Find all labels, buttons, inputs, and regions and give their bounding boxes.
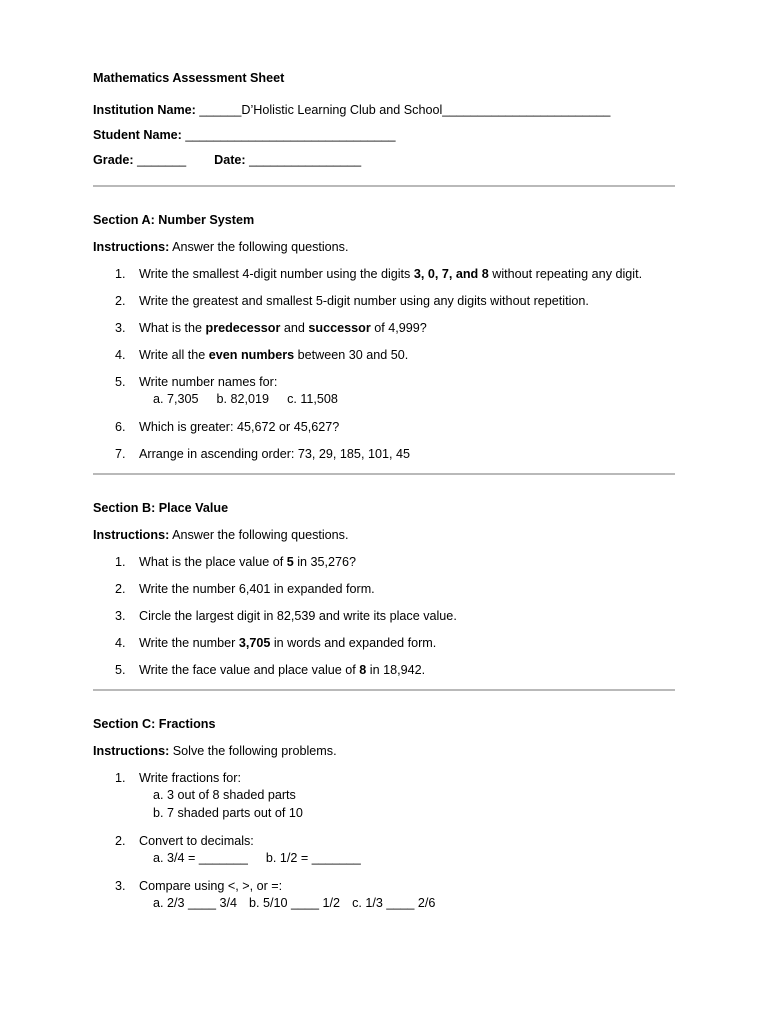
instructions-text: Answer the following questions. bbox=[169, 240, 349, 254]
question-number: 1. bbox=[115, 267, 126, 281]
question-number: 1. bbox=[115, 771, 126, 785]
question-item bbox=[93, 635, 675, 651]
question-item bbox=[93, 608, 675, 624]
section-c-instructions bbox=[93, 743, 675, 759]
sub-option: a. 2/3 ____ 3/4 bbox=[153, 896, 238, 910]
question-item bbox=[93, 770, 675, 822]
question-text: in words and expanded form. bbox=[270, 636, 437, 650]
question-text: Which is greater: 45,672 or 45,627? bbox=[139, 420, 340, 434]
question-item bbox=[93, 833, 675, 867]
question-item bbox=[93, 347, 675, 363]
divider bbox=[93, 689, 675, 691]
question-number: 3. bbox=[115, 609, 126, 623]
question-text: What is the bbox=[139, 321, 206, 335]
question-text: Write the face value and place value of bbox=[139, 663, 360, 677]
instructions-text: Solve the following problems. bbox=[169, 744, 337, 758]
sub-options bbox=[139, 849, 675, 867]
question-item bbox=[93, 374, 675, 408]
instructions-label: Instructions: bbox=[93, 528, 170, 542]
question-item bbox=[93, 662, 675, 678]
sub-option: a. 7,305 bbox=[153, 392, 199, 406]
question-number: 4. bbox=[115, 636, 126, 650]
question-number: 5. bbox=[115, 375, 126, 389]
question-item bbox=[93, 266, 675, 282]
question-text: between 30 and 50. bbox=[294, 348, 409, 362]
question-text: Arrange in ascending order: 73, 29, 185, 101, 45 bbox=[139, 447, 410, 461]
section-b-heading: Section B: Place Value bbox=[93, 501, 229, 515]
question-emphasis: 3, 0, 7, and 8 bbox=[413, 267, 489, 281]
section-c-heading: Section C: Fractions bbox=[93, 717, 216, 731]
sub-options bbox=[139, 390, 675, 408]
section-b-instructions bbox=[93, 527, 675, 543]
question-number: 3. bbox=[115, 879, 126, 893]
question-text: Compare using <, >, or =: bbox=[139, 879, 283, 893]
question-text: Write the number 6,401 in expanded form. bbox=[139, 582, 375, 596]
sub-option: b. 5/10 ____ 1/2 bbox=[249, 896, 341, 910]
question-text: and bbox=[280, 321, 309, 335]
question-emphasis: predecessor bbox=[205, 321, 281, 335]
question-number: 4. bbox=[115, 348, 126, 362]
question-text: Write the greatest and smallest 5-digit number using any digits without repetition. bbox=[139, 294, 589, 308]
question-number: 3. bbox=[115, 321, 126, 335]
section-a-heading: Section A: Number System bbox=[93, 213, 255, 227]
divider bbox=[93, 185, 675, 187]
question-text: Write fractions for: bbox=[139, 771, 241, 785]
sub-option: b. 7 shaded parts out of 10 bbox=[153, 806, 303, 820]
question-text: Write number names for: bbox=[139, 375, 278, 389]
question-number: 2. bbox=[115, 582, 126, 596]
instructions-label: Instructions: bbox=[93, 240, 170, 254]
date-label: Date: bbox=[214, 153, 246, 167]
question-text: of 4,999? bbox=[370, 321, 427, 335]
question-text: Convert to decimals: bbox=[139, 834, 254, 848]
sub-options bbox=[139, 894, 675, 912]
question-emphasis: 5 bbox=[286, 555, 294, 569]
student-name-field bbox=[93, 127, 675, 143]
question-item bbox=[93, 419, 675, 435]
question-text: Write the number bbox=[139, 636, 239, 650]
section-a-instructions bbox=[93, 239, 675, 255]
question-number: 5. bbox=[115, 663, 126, 677]
question-text: Circle the largest digit in 82,539 and write its place value. bbox=[139, 609, 457, 623]
question-item bbox=[93, 320, 675, 336]
document-title: Mathematics Assessment Sheet bbox=[93, 71, 285, 85]
question-text: in 18,942. bbox=[366, 663, 426, 677]
question-text: in 35,276? bbox=[293, 555, 357, 569]
sub-option: b. 1/2 = _______ bbox=[265, 851, 361, 865]
question-item bbox=[93, 446, 675, 462]
student-name-label: Student Name: bbox=[93, 128, 182, 142]
question-text: Write the smallest 4-digit number using the digits bbox=[139, 267, 414, 281]
question-number: 7. bbox=[115, 447, 126, 461]
question-number: 2. bbox=[115, 294, 126, 308]
question-text: Write all the bbox=[139, 348, 209, 362]
question-item bbox=[93, 293, 675, 309]
grade-label: Grade: bbox=[93, 153, 134, 167]
question-item bbox=[93, 581, 675, 597]
divider bbox=[93, 473, 675, 475]
question-emphasis: 3,705 bbox=[238, 636, 271, 650]
instructions-text: Answer the following questions. bbox=[169, 528, 349, 542]
sub-option: c. 11,508 bbox=[287, 392, 338, 406]
section-c-questions bbox=[93, 770, 675, 912]
section-a-questions bbox=[93, 266, 675, 462]
institution-field bbox=[93, 102, 675, 118]
question-emphasis: 8 bbox=[359, 663, 367, 677]
question-emphasis: successor bbox=[308, 321, 371, 335]
sub-option: a. 3 out of 8 shaded parts bbox=[153, 788, 296, 802]
date-value: ________________ bbox=[245, 153, 362, 167]
institution-label: Institution Name: bbox=[93, 103, 196, 117]
sub-option: c. 1/3 ____ 2/6 bbox=[352, 896, 436, 910]
instructions-label: Instructions: bbox=[93, 744, 170, 758]
question-number: 2. bbox=[115, 834, 126, 848]
question-number: 6. bbox=[115, 420, 126, 434]
question-item bbox=[93, 878, 675, 912]
section-b-questions bbox=[93, 554, 675, 678]
grade-value: _______ bbox=[133, 153, 187, 167]
question-number: 1. bbox=[115, 555, 126, 569]
sub-option: b. 82,019 bbox=[216, 392, 270, 406]
document-body bbox=[93, 70, 675, 912]
question-text: without repeating any digit. bbox=[488, 267, 643, 281]
sub-option: a. 3/4 = _______ bbox=[153, 851, 248, 865]
student-name-value: ______________________________ bbox=[181, 128, 396, 142]
question-emphasis: even numbers bbox=[208, 348, 295, 362]
grade-date-field bbox=[93, 152, 675, 168]
institution-value: ______D’Holistic Learning Club and School________________________ bbox=[195, 103, 611, 117]
question-text: What is the place value of bbox=[139, 555, 287, 569]
question-item bbox=[93, 554, 675, 570]
